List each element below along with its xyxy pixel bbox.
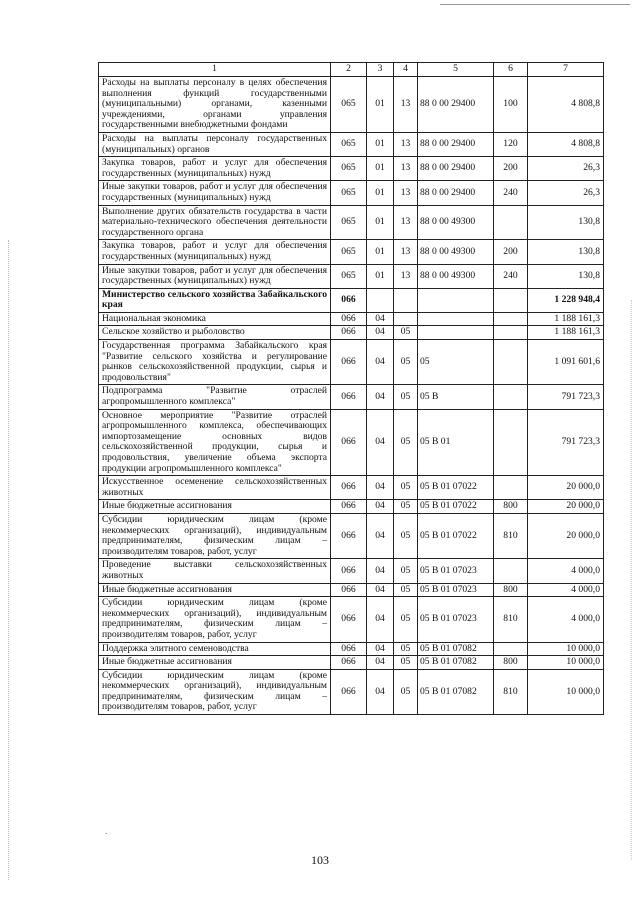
cell-gr: 065 — [331, 240, 367, 264]
cell-name: Субсидии юридическим лицам (кроме некоммерческих организаций), индивидуальным предпринимателям, физическим лицам – производителям товаров, работ, услуг — [99, 513, 331, 558]
cell-gr: 066 — [331, 656, 367, 670]
cell-name: Иные закупки товаров, работ и услуг для обеспечения государственных (муниципальных) нужд — [99, 181, 331, 205]
cell-rz: 01 — [367, 77, 394, 133]
cell-sum: 4 808,8 — [528, 77, 604, 133]
table-row — [99, 288, 604, 312]
cell-csr: 88 0 00 49300 — [418, 264, 494, 288]
cell-name: Министерство сельского хозяйства Забайкальского края — [99, 288, 331, 312]
cell-sum: 130,8 — [528, 264, 604, 288]
cell-gr: 066 — [331, 583, 367, 597]
cell-name: Поддержка элитного семеноводства — [99, 642, 331, 656]
cell-gr: 066 — [331, 500, 367, 514]
cell-csr: 88 0 00 49300 — [418, 240, 494, 264]
budget-table — [98, 62, 604, 715]
cell-pr: 05 — [394, 597, 418, 642]
cell-vr — [494, 205, 528, 240]
table-row — [99, 409, 604, 476]
cell-name: Искусственное осеменение сельскохозяйственных животных — [99, 476, 331, 500]
cell-rz — [367, 288, 394, 312]
cell-rz: 04 — [367, 597, 394, 642]
cell-csr: 88 0 00 29400 — [418, 132, 494, 156]
cell-csr: 05 В 01 07082 — [418, 656, 494, 670]
cell-gr: 065 — [331, 77, 367, 133]
cell-gr: 066 — [331, 476, 367, 500]
cell-gr: 066 — [331, 409, 367, 476]
cell-vr: 200 — [494, 240, 528, 264]
cell-vr — [494, 340, 528, 385]
table-row — [99, 157, 604, 181]
cell-pr: 05 — [394, 642, 418, 656]
cell-name: Сельское хозяйство и рыболовство — [99, 326, 331, 340]
table-header-row — [99, 63, 604, 77]
col-header-pr: 4 — [394, 63, 418, 77]
cell-sum: 1 228 948,4 — [528, 288, 604, 312]
cell-pr: 05 — [394, 326, 418, 340]
cell-rz: 01 — [367, 132, 394, 156]
margin-dot: . — [105, 826, 108, 836]
cell-rz: 04 — [367, 312, 394, 326]
cell-gr: 066 — [331, 642, 367, 656]
cell-rz: 04 — [367, 642, 394, 656]
cell-pr: 05 — [394, 409, 418, 476]
cell-sum: 1 188 161,3 — [528, 312, 604, 326]
cell-sum: 26,3 — [528, 157, 604, 181]
cell-pr: 13 — [394, 132, 418, 156]
cell-csr: 88 0 00 29400 — [418, 157, 494, 181]
right-edge-marks — [631, 300, 634, 860]
table-row — [99, 132, 604, 156]
cell-pr: 05 — [394, 669, 418, 714]
cell-vr: 240 — [494, 181, 528, 205]
cell-rz: 04 — [367, 409, 394, 476]
cell-name: Основное мероприятие "Развитие отраслей агропромышленного комплекса, обеспечивающих импортозамещение основных видов сельскохозяйственной продукции, сырья и продовольствия, увеличение объема экспорта продукции агропромышленного комплекса" — [99, 409, 331, 476]
cell-name: Расходы на выплаты персоналу в целях обеспечения выполнения функций государственными (муниципальными) органами, казенными учреждениями, органами управления государственными внебюджетными фондами — [99, 77, 331, 133]
cell-gr: 065 — [331, 157, 367, 181]
cell-name: Субсидии юридическим лицам (кроме некоммерческих организаций), индивидуальным предпринимателям, физическим лицам – производителям товаров, работ, услуг — [99, 597, 331, 642]
cell-sum: 10 000,0 — [528, 642, 604, 656]
cell-vr — [494, 326, 528, 340]
cell-pr: 05 — [394, 476, 418, 500]
cell-csr: 05 В 01 07023 — [418, 583, 494, 597]
cell-vr: 810 — [494, 669, 528, 714]
cell-rz: 04 — [367, 500, 394, 514]
table-row — [99, 77, 604, 133]
cell-vr: 100 — [494, 77, 528, 133]
cell-rz: 04 — [367, 326, 394, 340]
cell-sum: 1 188 161,3 — [528, 326, 604, 340]
cell-name: Подпрограмма "Развитие отраслей агропромышленного комплекса" — [99, 385, 331, 409]
cell-sum: 20 000,0 — [528, 513, 604, 558]
cell-pr: 05 — [394, 559, 418, 583]
cell-name: Иные закупки товаров, работ и услуг для обеспечения государственных (муниципальных) нужд — [99, 264, 331, 288]
cell-pr — [394, 312, 418, 326]
cell-gr: 066 — [331, 597, 367, 642]
page-number: 103 — [311, 853, 329, 867]
col-header-rz: 3 — [367, 63, 394, 77]
cell-vr — [494, 409, 528, 476]
cell-rz: 01 — [367, 181, 394, 205]
cell-name: Государственная программа Забайкальского края "Развитие сельского хозяйства и регулирование рынков сельскохозяйственной продукции, сырья и продовольствия" — [99, 340, 331, 385]
cell-csr — [418, 312, 494, 326]
cell-pr: 13 — [394, 157, 418, 181]
cell-gr: 066 — [331, 559, 367, 583]
cell-csr: 05 В — [418, 385, 494, 409]
table-row — [99, 500, 604, 514]
cell-rz: 04 — [367, 340, 394, 385]
cell-gr: 065 — [331, 181, 367, 205]
cell-csr — [418, 326, 494, 340]
table-row — [99, 583, 604, 597]
cell-rz: 04 — [367, 559, 394, 583]
cell-vr: 800 — [494, 583, 528, 597]
cell-vr — [494, 476, 528, 500]
cell-sum: 4 000,0 — [528, 583, 604, 597]
table-row — [99, 385, 604, 409]
table-row — [99, 264, 604, 288]
cell-gr: 066 — [331, 340, 367, 385]
col-header-name: 1 — [99, 63, 331, 77]
cell-rz: 04 — [367, 476, 394, 500]
cell-gr: 066 — [331, 312, 367, 326]
cell-rz: 01 — [367, 157, 394, 181]
table-row — [99, 181, 604, 205]
cell-csr — [418, 288, 494, 312]
cell-name: Иные бюджетные ассигнования — [99, 656, 331, 670]
cell-name: Закупка товаров, работ и услуг для обеспечения государственных (муниципальных) нужд — [99, 157, 331, 181]
cell-rz: 01 — [367, 240, 394, 264]
cell-name: Субсидии юридическим лицам (кроме некоммерческих организаций), индивидуальным предпринимателям, физическим лицам – производителям товаров, работ, услуг — [99, 669, 331, 714]
cell-csr: 05 В 01 07023 — [418, 597, 494, 642]
cell-pr: 13 — [394, 181, 418, 205]
cell-sum: 791 723,3 — [528, 385, 604, 409]
cell-csr: 05 В 01 07082 — [418, 642, 494, 656]
cell-rz: 04 — [367, 513, 394, 558]
table-row — [99, 642, 604, 656]
cell-csr: 05 В 01 — [418, 409, 494, 476]
cell-name: Расходы на выплаты персоналу государственных (муниципальных) органов — [99, 132, 331, 156]
cell-sum: 130,8 — [528, 205, 604, 240]
cell-csr: 88 0 00 29400 — [418, 77, 494, 133]
cell-sum: 791 723,3 — [528, 409, 604, 476]
cell-name: Выполнение других обязательств государства в части материально-технического обеспечения деятельности государственного органа — [99, 205, 331, 240]
cell-vr: 120 — [494, 132, 528, 156]
cell-sum: 1 091 601,6 — [528, 340, 604, 385]
cell-name: Иные бюджетные ассигнования — [99, 500, 331, 514]
cell-sum: 20 000,0 — [528, 500, 604, 514]
cell-pr: 13 — [394, 205, 418, 240]
cell-sum: 4 000,0 — [528, 597, 604, 642]
cell-vr: 800 — [494, 656, 528, 670]
cell-pr: 13 — [394, 264, 418, 288]
col-header-gr: 2 — [331, 63, 367, 77]
cell-csr: 05 В 01 07023 — [418, 559, 494, 583]
cell-name: Иные бюджетные ассигнования — [99, 583, 331, 597]
cell-gr: 066 — [331, 326, 367, 340]
cell-rz: 01 — [367, 264, 394, 288]
cell-csr: 05 В 01 07082 — [418, 669, 494, 714]
cell-rz: 04 — [367, 669, 394, 714]
cell-vr: 810 — [494, 513, 528, 558]
cell-pr: 05 — [394, 385, 418, 409]
cell-vr: 800 — [494, 500, 528, 514]
cell-rz: 04 — [367, 656, 394, 670]
cell-rz: 04 — [367, 583, 394, 597]
cell-pr — [394, 288, 418, 312]
cell-pr: 13 — [394, 77, 418, 133]
table-row — [99, 559, 604, 583]
table-row — [99, 205, 604, 240]
cell-vr — [494, 312, 528, 326]
cell-vr — [494, 642, 528, 656]
cell-gr: 066 — [331, 385, 367, 409]
cell-sum: 20 000,0 — [528, 476, 604, 500]
cell-sum: 4 000,0 — [528, 559, 604, 583]
col-header-csr: 5 — [418, 63, 494, 77]
cell-pr: 05 — [394, 513, 418, 558]
cell-sum: 26,3 — [528, 181, 604, 205]
col-header-vr: 6 — [494, 63, 528, 77]
cell-sum: 4 808,8 — [528, 132, 604, 156]
cell-gr: 066 — [331, 669, 367, 714]
table-row — [99, 597, 604, 642]
cell-gr: 066 — [331, 513, 367, 558]
table-row — [99, 340, 604, 385]
table-row — [99, 476, 604, 500]
col-header-sum: 7 — [528, 63, 604, 77]
cell-csr: 05 В 01 07022 — [418, 513, 494, 558]
cell-rz: 01 — [367, 205, 394, 240]
cell-pr: 05 — [394, 583, 418, 597]
table-row — [99, 240, 604, 264]
cell-pr: 05 — [394, 500, 418, 514]
table-row — [99, 669, 604, 714]
cell-vr: 200 — [494, 157, 528, 181]
cell-csr: 88 0 00 49300 — [418, 205, 494, 240]
cell-gr: 065 — [331, 264, 367, 288]
cell-pr: 05 — [394, 340, 418, 385]
table-row — [99, 326, 604, 340]
cell-csr: 88 0 00 29400 — [418, 181, 494, 205]
table-row — [99, 513, 604, 558]
cell-sum: 10 000,0 — [528, 656, 604, 670]
cell-vr: 240 — [494, 264, 528, 288]
cell-gr: 065 — [331, 132, 367, 156]
cell-name: Проведение выставки сельскохозяйственных животных — [99, 559, 331, 583]
cell-csr: 05 В 01 07022 — [418, 500, 494, 514]
cell-pr: 05 — [394, 656, 418, 670]
top-edge-line — [440, 4, 630, 5]
cell-vr: 810 — [494, 597, 528, 642]
cell-csr: 05 — [418, 340, 494, 385]
table-body — [99, 77, 604, 715]
cell-vr — [494, 288, 528, 312]
cell-gr: 065 — [331, 205, 367, 240]
cell-name: Национальная экономика — [99, 312, 331, 326]
left-edge-marks — [8, 240, 11, 880]
cell-gr: 066 — [331, 288, 367, 312]
cell-vr — [494, 559, 528, 583]
cell-sum: 10 000,0 — [528, 669, 604, 714]
cell-rz: 04 — [367, 385, 394, 409]
cell-csr: 05 В 01 07022 — [418, 476, 494, 500]
cell-pr: 13 — [394, 240, 418, 264]
table-row — [99, 312, 604, 326]
cell-vr — [494, 385, 528, 409]
cell-sum: 130,8 — [528, 240, 604, 264]
table-row — [99, 656, 604, 670]
cell-name: Закупка товаров, работ и услуг для обеспечения государственных (муниципальных) нужд — [99, 240, 331, 264]
